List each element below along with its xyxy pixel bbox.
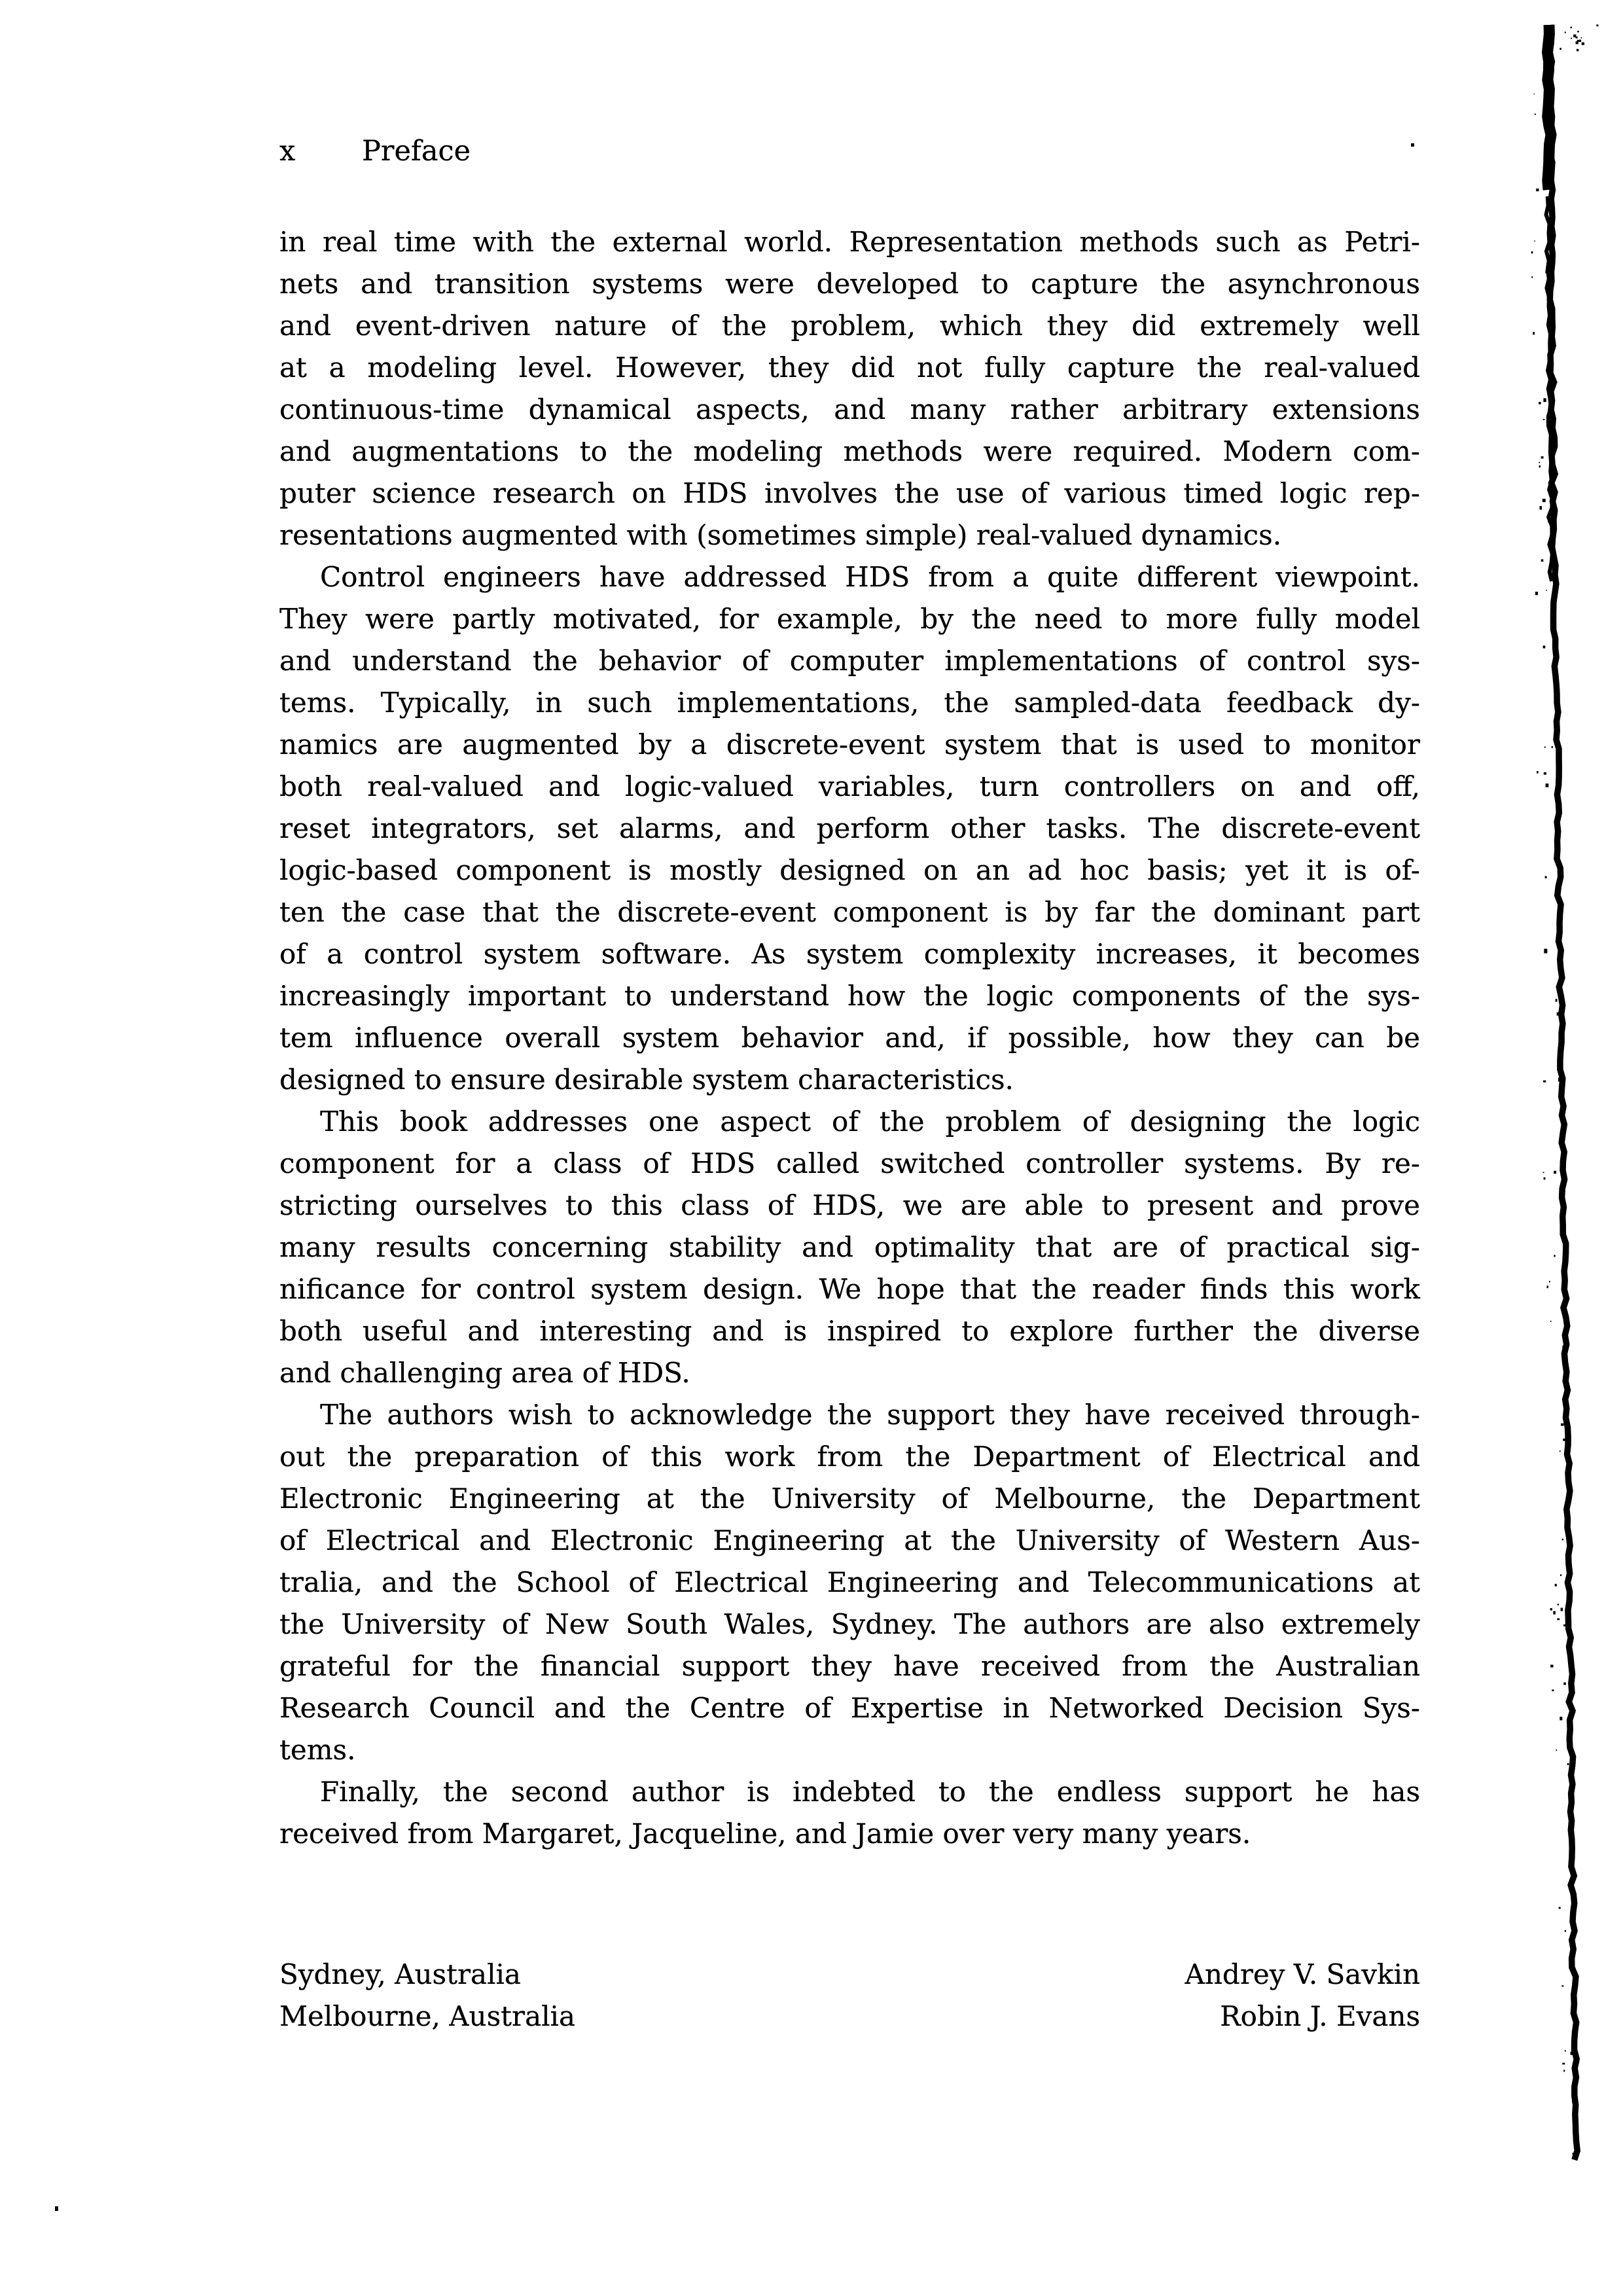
text-line: Control engineers have addressed HDS from a quite different viewpoint. <box>320 561 1420 593</box>
text-line: namics are augmented by a discrete-event system that is used to monitor <box>279 728 1420 761</box>
text-line: designed to ensure desirable system characteristics. <box>279 1064 1014 1096</box>
text-line: component for a class of HDS called switched controller systems. By re- <box>279 1147 1420 1179</box>
text-line: and challenging area of HDS. <box>279 1357 690 1389</box>
text-line: reset integrators, set alarms, and perform other tasks. The discrete-event <box>279 812 1420 844</box>
signature-row <box>279 1954 1420 1996</box>
text-line: nets and transition systems were developed to capture the asynchronous <box>279 268 1420 300</box>
text-line: and event-driven nature of the problem, which they did extremely well <box>279 310 1420 342</box>
text-line: puter science research on HDS involves the use of various timed logic rep- <box>279 477 1420 509</box>
text-line: tems. <box>279 1734 356 1766</box>
page-number: x <box>279 135 296 168</box>
preface-body-text <box>279 221 1420 1855</box>
header-title: Preface <box>362 135 471 168</box>
signature-author: Andrey V. Savkin <box>1185 1958 1420 1990</box>
text-line: They were partly motivated, for example, by the need to more fully model <box>279 603 1420 635</box>
signature-row <box>279 1996 1420 2037</box>
text-line: logic-based component is mostly designed on an ad hoc basis; yet it is of- <box>279 854 1420 886</box>
text-line: many results concerning stability and optimality that are of practical sig- <box>279 1231 1420 1263</box>
text-line: nificance for control system design. We hope that the reader finds this work <box>279 1273 1420 1305</box>
text-line: out the preparation of this work from the Department of Electrical and <box>279 1441 1420 1473</box>
text-line: resentations augmented with (sometimes simple) real-valued dynamics. <box>279 519 1282 551</box>
text-line: both useful and interesting and is inspired to explore further the diverse <box>279 1315 1420 1347</box>
text-line: and augmentations to the modeling methods were required. Modern com- <box>279 435 1420 467</box>
text-line: The authors wish to acknowledge the support they have received through- <box>320 1399 1420 1431</box>
scan-speck-artifact <box>55 2206 58 2211</box>
text-line: Research Council and the Centre of Expertise in Networked Decision Sys- <box>279 1692 1420 1724</box>
text-line: in real time with the external world. Representation methods such as Petri- <box>279 226 1420 258</box>
running-header <box>279 134 1420 168</box>
text-line: and understand the behavior of computer implementations of control sys- <box>279 645 1420 677</box>
signature-place: Melbourne, Australia <box>279 2000 576 2032</box>
text-line: both real-valued and logic-valued variables, turn controllers on and off, <box>279 770 1420 802</box>
signature-block <box>279 1954 1420 2037</box>
text-line: the University of New South Wales, Sydney. The authors are also extremely <box>279 1608 1420 1640</box>
text-line: grateful for the financial support they have received from the Australian <box>279 1650 1420 1682</box>
text-line: This book addresses one aspect of the problem of designing the logic <box>320 1105 1420 1138</box>
text-line: at a modeling level. However, they did not fully capture the real-valued <box>279 351 1420 384</box>
text-line: increasingly important to understand how the logic components of the sys- <box>279 980 1420 1012</box>
text-line: tem influence overall system behavior and, if possible, how they can be <box>279 1022 1420 1054</box>
text-line: of Electrical and Electronic Engineering at the University of Western Aus- <box>279 1524 1420 1556</box>
text-line: of a control system software. As system complexity increases, it becomes <box>279 938 1420 970</box>
text-line: continuous-time dynamical aspects, and many rather arbitrary extensions <box>279 393 1420 425</box>
text-line: ten the case that the discrete-event component is by far the dominant part <box>279 896 1420 928</box>
text-line: Finally, the second author is indebted to the endless support he has <box>320 1776 1420 1808</box>
text-line: tralia, and the School of Electrical Engineering and Telecommunications at <box>279 1566 1420 1598</box>
signature-author: Robin J. Evans <box>1220 2000 1420 2032</box>
text-line: received from Margaret, Jacqueline, and Jamie over very many years. <box>279 1818 1251 1850</box>
signature-place: Sydney, Australia <box>279 1958 521 1990</box>
text-line: tems. Typically, in such implementations, the sampled-data feedback dy- <box>279 687 1420 719</box>
text-line: Electronic Engineering at the University of Melbourne, the Department <box>279 1482 1420 1515</box>
text-line: stricting ourselves to this class of HDS, we are able to present and prove <box>279 1189 1420 1221</box>
